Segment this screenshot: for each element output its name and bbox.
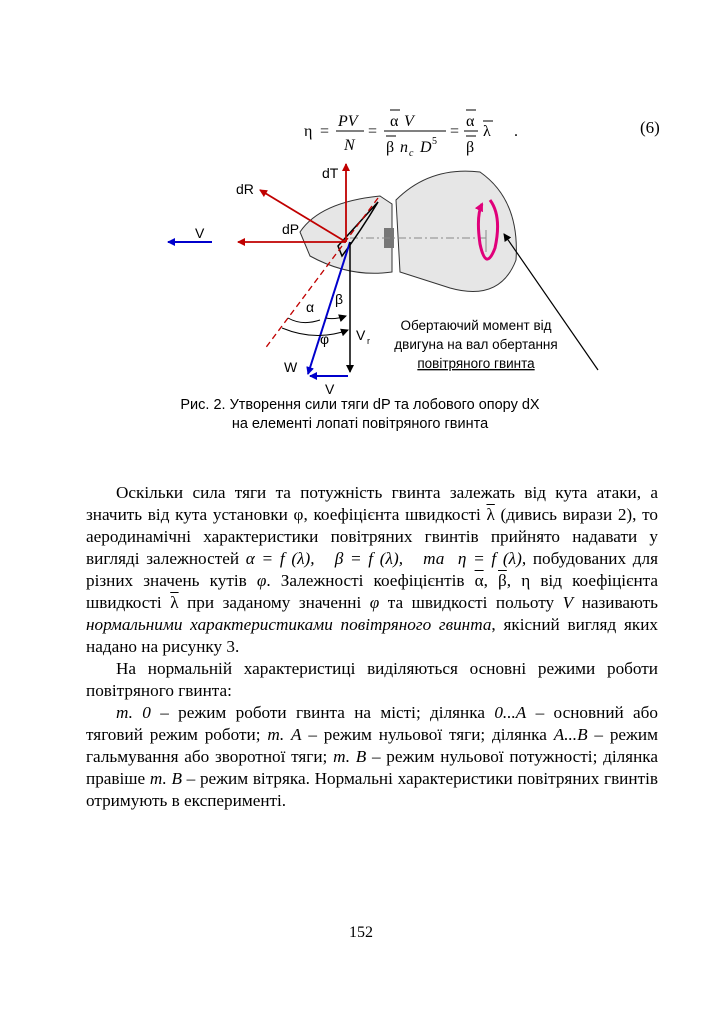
callout-line-1: Обертаючий момент від — [400, 318, 552, 333]
label-Vr-sub: r — [367, 336, 370, 346]
callout-line-3: повітряного гвинта — [417, 356, 535, 371]
eq-period: . — [514, 123, 518, 140]
paragraph-1: Оскільки сила тяги та потужність гвинта залежать від кута атаки, а значить від кута установки φ, коефіцієнта швидкості $\overline{\lambda}$ (дивись вирази 2), то аеродинамічні характеристики повітряних гвинтів прийнято надавати у вигляді залежностей α = f (λ), β = f (λ), та η = f (λ), побудованих для різних значень кутів φ. Залежності коефіцієнтів $\overline{\alpha}$, $\overline{\beta}$, η від коефіцієнта швидкості $\overline{\lambda}$ при заданому значенні φ та швидкості польоту V називають нормальними характеристиками повітряного гвинта, якісний вигляд яких надано на рисунку 3. — [86, 483, 659, 656]
eq-lambda: λ — [483, 123, 491, 140]
eq-lhs: η — [304, 123, 313, 140]
paragraph-3: т. 0 – режим роботи гвинта на місті; ділянка 0...А – основний або тяговий режим роботи; т. А – режим нульової тяги; ділянка А...В – режим гальмування або зворотної тяги; т. В – режим нульової потужності; ділянка правіше т. В – режим вітряка. Нормальні характеристики повітряних гвинтів отримують в експерименті. — [86, 703, 659, 810]
label-phi: φ — [320, 331, 330, 347]
caption-line-1: Рис. 2. Утворення сили тяги dP та лобового опору dX — [180, 397, 540, 413]
eq-f2-den-sup: 5 — [432, 136, 437, 147]
eq-f1-den: N — [344, 137, 355, 154]
label-dT: dT — [322, 165, 339, 181]
eq-f3-num: α — [466, 113, 475, 130]
label-W: W — [284, 359, 298, 375]
body-text — [86, 482, 658, 812]
label-alpha: α — [306, 299, 315, 315]
page-number: 152 — [349, 924, 373, 941]
label-Vr: V — [356, 327, 366, 343]
efficiency-equation — [300, 104, 530, 162]
label-beta: β — [335, 291, 344, 307]
label-V-flight: V — [195, 225, 205, 241]
propeller-force-diagram — [150, 160, 610, 400]
label-V-bottom: V — [325, 381, 335, 397]
eq-sign-3: = — [450, 123, 460, 140]
paragraph-2: На нормальній характеристиці виділяються основні режими роботи повітряного гвинта: — [86, 659, 658, 700]
eq-f1-num: PV — [338, 113, 358, 130]
eq-f2-den-beta: β — [386, 139, 395, 156]
eq-sign-1: = — [320, 123, 330, 140]
eq-f2-den-sub: c — [409, 148, 414, 159]
eq-f2-den-d: D — [420, 139, 432, 156]
label-dR: dR — [236, 181, 254, 197]
figure-caption — [110, 396, 610, 434]
eq-f2-num-alpha: α — [390, 113, 399, 130]
eq-f2-num-v: V — [404, 113, 414, 130]
eq-sign-2: = — [368, 123, 378, 140]
eq-f2-den-n: n — [400, 139, 408, 156]
eq-f3-den: β — [466, 139, 475, 156]
equation-number: (6) — [640, 118, 660, 137]
callout-line-2: двигуна на вал обертання — [394, 337, 558, 352]
label-dP: dP — [282, 221, 300, 237]
caption-line-2: на елементі лопаті повітряного гвинта — [231, 416, 489, 432]
